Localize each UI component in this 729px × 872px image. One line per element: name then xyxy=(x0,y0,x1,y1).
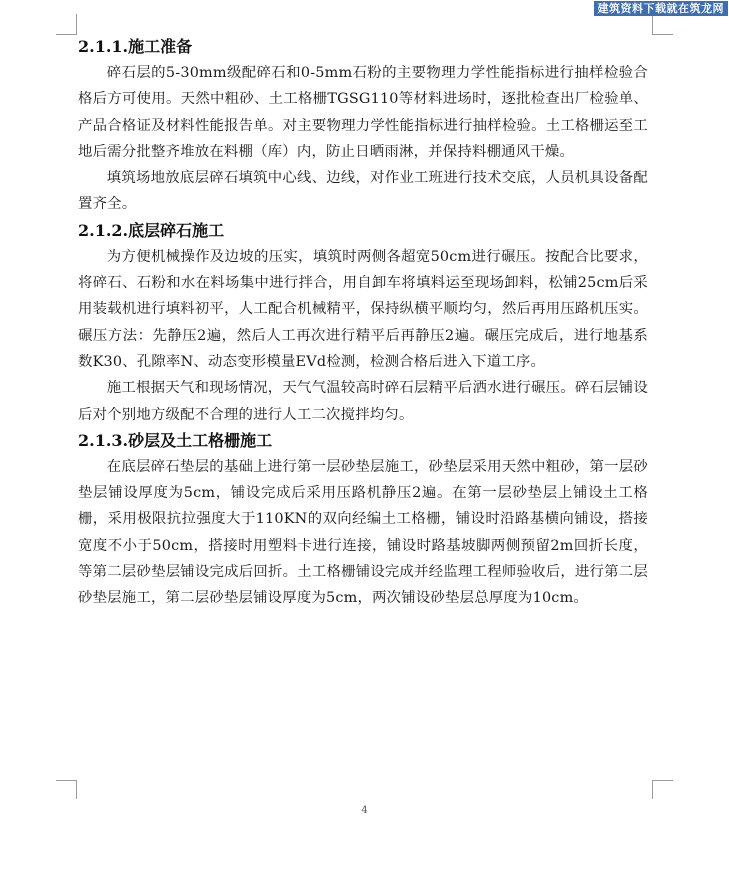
section-heading: 2.1.3.砂层及土工格栅施工 xyxy=(78,430,273,450)
crop-mark-top-right xyxy=(652,14,673,35)
crop-mark-top-left xyxy=(56,14,77,35)
page-number: 4 xyxy=(361,805,368,816)
crop-mark-bottom-left xyxy=(56,780,77,799)
paragraph: 填筑场地放底层碎石填筑中心线、边线，对作业工班进行技术交底，人员机具设备配置齐全。 xyxy=(78,170,648,213)
watermark-banner: 建筑资料下载就在筑龙网 xyxy=(594,1,729,16)
paragraph: 碎石层的5-30mm级配碎石和0-5mm石粉的主要物理力学性能指标进行抽样检验合格后方可使用。天然中粗砂、土工格栅TGSG110等材料进场时，逐批检查出厂检验单、产品合格证及材料性能报告单。对主要物理力学性能指标进行抽样检验。土工格栅运至工地后需分批整齐堆放在料棚（库）内，防止日晒雨淋，并保持料棚通风干燥。 xyxy=(78,65,648,160)
paragraph: 在底层碎石垫层的基础上进行第一层砂垫层施工，砂垫层采用天然中粗砂，第一层砂垫层铺设厚度为5cm，铺设完成后采用压路机静压2遍。在第一层砂垫层上铺设土工格栅，采用极限抗拉强度大于110KN的双向经编土工格栅，铺设时沿路基横向铺设，搭接宽度不小于50cm，搭接时用塑料卡进行连接，铺设时路基坡脚两侧预留2m回折长度，等第二层砂垫层铺设完成后回折。土工格栅铺设完成并经监理工程师验收后，进行第二层砂垫层施工，第二层砂垫层铺设厚度为5cm，两次铺设砂垫层总厚度为10cm。 xyxy=(78,458,648,607)
section-construction-preparation xyxy=(78,34,648,218)
paragraph: 施工根据天气和现场情况，天气气温较高时碎石层精平后洒水进行碾压。碎石层铺设后对个别地方级配不合理的进行人工二次搅拌均匀。 xyxy=(78,380,648,423)
section-heading: 2.1.2.底层碎石施工 xyxy=(78,220,225,240)
section-heading: 2.1.1.施工准备 xyxy=(78,37,193,56)
section-sand-geogrid-construction xyxy=(78,428,648,612)
paragraph: 为方便机械操作及边坡的压实，填筑时两侧各超宽50cm进行碾压。按配合比要求，将碎石、石粉和水在料场集中进行拌合，用自卸车将填料运至现场卸料，松铺25cm后采用装载机进行填料初平，人工配合机械精平，保持纵横平顺均匀，然后再用压路机压实。碾压方法：先静压2遍，然后人工再次进行精平后再静压2遍。碾压完成后，进行地基系数K30、孔隙率N、动态变形模量EVd检测，检测合格后进入下道工序。 xyxy=(78,248,648,370)
crop-mark-bottom-right xyxy=(652,780,673,799)
document-body xyxy=(78,34,648,612)
section-bottom-gravel-construction xyxy=(78,218,648,428)
